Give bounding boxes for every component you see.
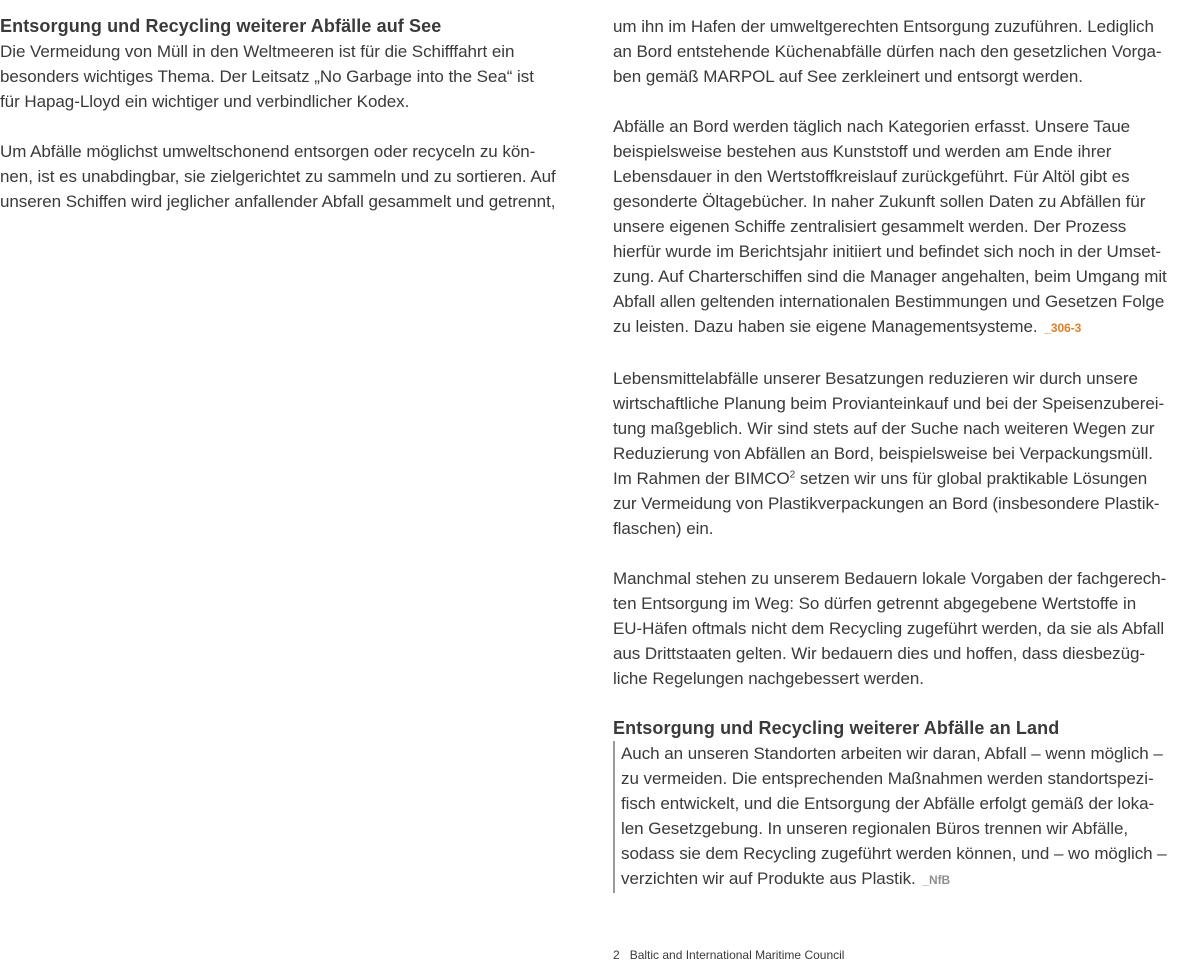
footnote-marker: 2 (789, 469, 796, 481)
paragraph-food-waste: Lebensmittelabfälle unserer Besatzungen reduzieren wir durch unsere wirtschaftliche Planung beim Provianteinkauf und bei der Speisenzuberei- tung maßgeblich. Wir sind stets auf der Suche nach weiteren Wegen zur Reduzierung von Abfällen an Bord, beispielsweise bei Verpackungsmüll. Im Rahmen der BIMCO$^2$ setzen wir uns für global praktikable Lösungen zur Vermeidung von Plastikverpackungen an Bord (insbesondere Plastik- flaschen) ein. (613, 369, 1165, 538)
right-column (613, 14, 1202, 893)
quote-block: Auch an unseren Standorten arbeiten wir daran, Abfall – wenn möglich – zu vermeiden. Die entsprechenden Maßnahmen werden standortspezi- fisch entwickelt, und die Entsorgung der Abfälle erfolgt gemäß der loka- len Gesetzgebung. In unseren regionalen Büros trennen wir Abfälle, sodass sie dem Recycling zugeführt werden können, und – wo möglich – verzichten wir auf Produkte aus Plastik. _NfB (613, 741, 1202, 893)
left-column (0, 14, 590, 214)
section-heading-land: Entsorgung und Recycling weiterer Abfälle an Land (613, 718, 1060, 738)
paragraph-local-regulations: Manchmal stehen zu unserem Bedauern lokale Vorgaben der fachgerech- ten Entsorgung im Weg: So dürfen getrennt abgegebene Wertstoffe in EU-Häfen oftmals nicht dem Recycling zugeführt werden, da sie als Abfall aus Drittstaaten gelten. Wir bedauern dies und hoffen, dass diesbezüg- liche Regelungen nachgebessert werden. (613, 569, 1167, 688)
footnote (613, 947, 844, 963)
land-section (613, 716, 1202, 893)
section-heading-sea: Entsorgung und Recycling weiterer Abfälle auf See (0, 16, 442, 36)
footnote-number: 2 (613, 948, 620, 962)
gri-reference-306-3: _306-3 (1044, 321, 1082, 335)
paragraph-sorting: Um Abfälle möglichst umweltschonend entsorgen oder recyceln zu kön- nen, ist es unabdingbar, sie zielgerichtet zu sammeln und zu sortieren. Auf unseren Schiffen wird jeglicher anfallender Abfall gesammelt und getrennt, (0, 142, 556, 211)
paragraph-port-disposal: um ihn im Hafen der umweltgerechten Entsorgung zuzuführen. Lediglich an Bord entstehende Küchenabfälle dürfen nach den gesetzlichen Vorga- ben gemäß MARPOL auf See zerkleinert und entsorgt werden. (613, 17, 1162, 86)
paragraph-onboard-categories: Abfälle an Bord werden täglich nach Kategorien erfasst. Unsere Taue beispielsweise bestehen aus Kunststoff und werden am Ende ihrer Lebensdauer in den Wertstoffkreislauf zurückgeführt. Für Altöl gibt es gesonderte Öltagebücher. In naher Zukunft sollen Daten zu Abfällen für unsere eigenen Schiffe zentralisiert gesammelt werden. Der Prozess hierfür wurde im Berichtsjahr initiiert und befindet sich noch in der Umset- zung. Auf Charterschiffen sind die Manager angehalten, beim Umgang mit Abfall allen geltenden internationalen Bestimmungen und Gesetzen Folge zu leisten. Dazu haben sie eigene Managementsysteme. _306-3 (613, 117, 1167, 336)
nfb-reference: _NfB (922, 873, 951, 887)
paragraph-intro: Die Vermeidung von Müll in den Weltmeeren ist für die Schifffahrt ein besonders wichtiges Thema. Der Leitsatz „No Garbage into the Sea“ ist für Hapag-Lloyd ein wichtiger und verbindlicher Kodex. (0, 42, 534, 111)
footnote-text: Baltic and International Maritime Council (629, 948, 845, 962)
